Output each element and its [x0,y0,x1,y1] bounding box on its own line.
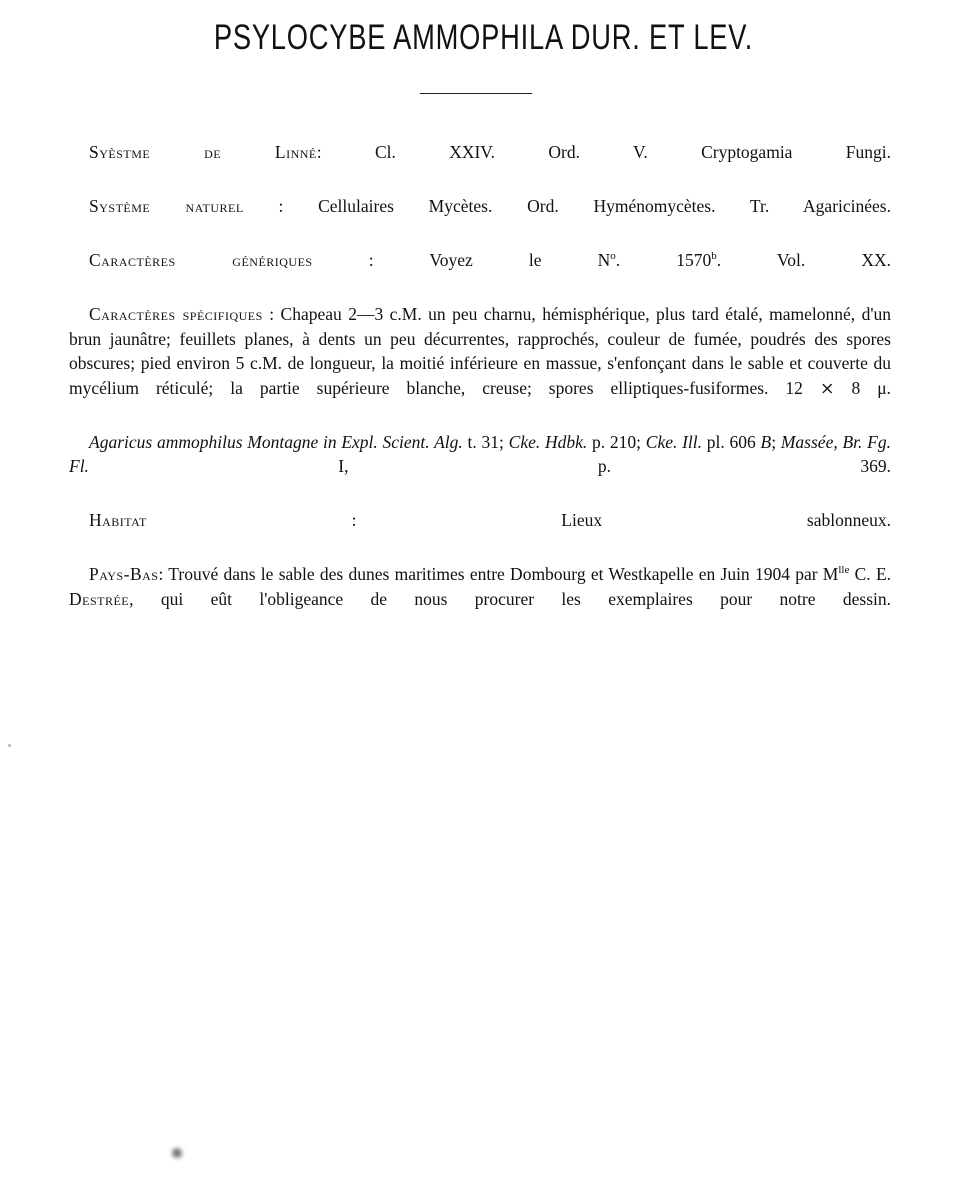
synonymy-ref-1: Agaricus ammophilus Montagne in Expl. Scient. Alg. [89,431,463,452]
synonymy-text-5: I, p. 369. [88,456,891,476]
synonymy-text-2: p. 210; [587,431,646,452]
title-divider [420,93,532,94]
generiques-sep: : [312,250,430,270]
synonymy-text-1: t. 31; [462,431,509,452]
naturel-paragraph [69,194,891,243]
paysbas-collector-name: Destrée [69,588,130,609]
generiques-sup-b: b [711,250,717,263]
paysbas-sup: lle [838,564,850,577]
naturel-text: Cellulaires Mycètes. Ord. Hyménomycètes. Tr. Agaricinées. [318,196,891,216]
synonymy-ref-4: B [760,431,772,452]
linne-paragraph [69,140,891,189]
document-body [69,140,891,641]
specifiques-paragraph [69,302,891,425]
synonymy-ref-2: Cke. Hdbk. [508,431,588,452]
scan-speck-small [8,744,11,747]
paysbas-text-b: C. E. [849,564,892,584]
synonymy-text-4: ; [771,431,781,452]
paysbas-paragraph [69,562,891,636]
generiques-text-a: Voyez le N [429,250,611,270]
habitat-paragraph [69,508,891,557]
specifiques-sep: : [262,304,281,324]
naturel-sep: : [243,196,319,216]
habitat-text: Lieux sablonneux. [561,510,891,530]
specifiques-label: Caractères spécifiques [89,304,263,324]
linne-text: Cl. XXIV. Ord. V. Cryptogamia Fungi. [374,142,891,162]
habitat-label: Habitat [89,510,147,530]
linne-sep: : [316,142,375,162]
page-title: PSYLOCYBE AMMOPHILA DUR. ET LEV. [213,18,754,57]
generiques-text-b: . 1570 [615,250,712,270]
generiques-paragraph [69,248,891,297]
synonymy-ref-3: Cke. Ill. [645,431,703,452]
generiques-label: Caractères génériques [89,250,313,270]
synonymy-ref-5: Massée, Br. Fg. Fl. [69,431,891,476]
scan-speck [172,1148,182,1158]
habitat-sep: : [146,510,562,530]
naturel-label: Système naturel [89,196,244,216]
generiques-text-c: . Vol. XX. [716,250,892,270]
synonymy-paragraph [69,430,891,504]
linne-label: Syèstme de Linné [89,142,317,162]
paysbas-label: Pays-Bas [89,564,159,584]
paysbas-sep: : [158,564,169,584]
paysbas-text-c: , qui eût l'obligeance de nous procurer les exemplaires pour notre dessin. [129,588,891,609]
specifiques-text: Chapeau 2—3 c.M. un peu charnu, hémisphérique, plus tard étalé, mamelonné, d'un brun jaunâtre; feuillets planes, à dents un peu décurrentes, rapprochés, couleur de fumée, poudrés des spores obscures; pied environ 5 c.M. de longueur, la moitié inférieure en massue, s'enfonçant dans le sable et couverte du mycélium réticulé; la partie supérieure blanche, creuse; spores elliptiques-fusiformes. 12 ⨯ 8 μ. [69,304,891,398]
generiques-sup-a: o [610,250,616,263]
synonymy-text-3: pl. 606 [702,431,761,452]
paysbas-text-a: Trouvé dans le sable des dunes maritimes entre Dombourg et Westkapelle en Juin 1904 par M [168,564,839,584]
